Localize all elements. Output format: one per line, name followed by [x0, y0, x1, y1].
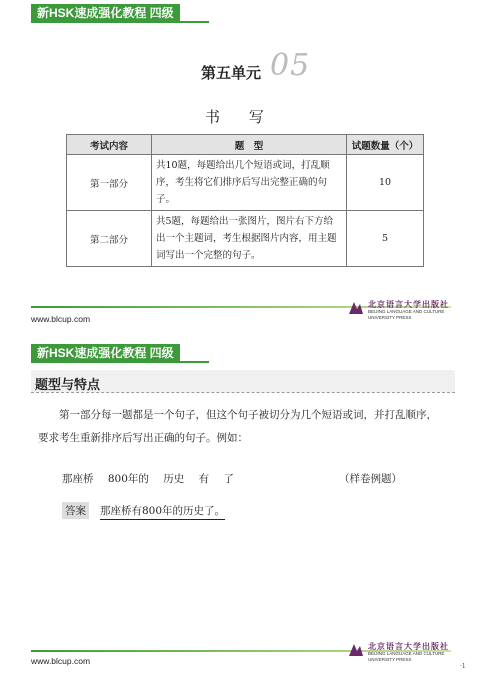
example-words — [62, 471, 245, 486]
header-band-underline — [31, 21, 209, 23]
table-cell-desc: 共5题，每题给出一张图片，图片右下方给出一个主题词，考生根据图片内容，用主题词写出一个完整的句子。 — [152, 211, 347, 267]
example-word: 800年的 — [107, 473, 149, 485]
section-title: 书 写 — [205, 108, 276, 126]
example-word: 有 — [198, 473, 210, 485]
table-header: 题 型 — [152, 135, 347, 155]
publisher-name-en: BEIJING LANGUAGE AND CULTURE — [368, 309, 445, 314]
answer-label: 答案 — [62, 502, 89, 519]
publisher-name-en: UNIVERSITY PRESS — [368, 315, 412, 320]
footer-url[interactable]: www.blcup.com — [31, 314, 91, 324]
publisher-name-cn: 北京语言大学出版社 — [368, 299, 449, 309]
footer-url[interactable]: www.blcup.com — [31, 656, 91, 666]
table-cell-desc: 共10题，每题给出几个短语或词，打乱顺序，考生将它们排序后写出完整正确的句子。 — [152, 155, 347, 211]
heading-rule — [31, 392, 455, 393]
table-header: 试题数量（个） — [347, 135, 424, 155]
example-word: 了 — [223, 473, 234, 485]
publisher-name-cn: 北京语言大学出版社 — [368, 641, 449, 651]
exam-content-table — [66, 134, 424, 267]
header-band-underline — [31, 361, 209, 363]
unit-title: 第五单元 — [201, 64, 262, 82]
example-note: （样卷例题） — [339, 473, 402, 485]
table-cell-count: 10 — [347, 155, 424, 211]
publisher-name-en: BEIJING LANGUAGE AND CULTURE — [368, 651, 445, 656]
description-paragraph: 第一部分每一题都是一个句子，但这个句子被切分为几个短语或词，并打乱顺序，要求考生重新排序后写出正确的句子。例如： — [38, 409, 437, 444]
unit-number: 05 — [270, 48, 311, 83]
table-row — [67, 211, 424, 267]
answer-text: 那座桥有800年的历史了。 — [100, 503, 225, 520]
table-cell-part: 第二部分 — [67, 211, 152, 267]
header-band: 新HSK速成强化教程 四级 — [31, 344, 180, 363]
table-cell-part: 第一部分 — [67, 155, 152, 211]
publisher-name-en: UNIVERSITY PRESS — [368, 657, 412, 662]
table-row — [67, 155, 424, 211]
table-header: 考试内容 — [67, 135, 152, 155]
section-heading: 题型与特点 — [35, 377, 101, 392]
example-word: 那座桥 — [62, 473, 94, 485]
page-mark: ·1 — [460, 663, 466, 670]
example-word: 历史 — [163, 473, 185, 485]
publisher-emblem-icon — [348, 300, 364, 315]
header-band: 新HSK速成强化教程 四级 — [31, 4, 180, 23]
table-header-row — [67, 135, 424, 155]
publisher-emblem-icon — [348, 642, 364, 657]
table-cell-count: 5 — [347, 211, 424, 267]
